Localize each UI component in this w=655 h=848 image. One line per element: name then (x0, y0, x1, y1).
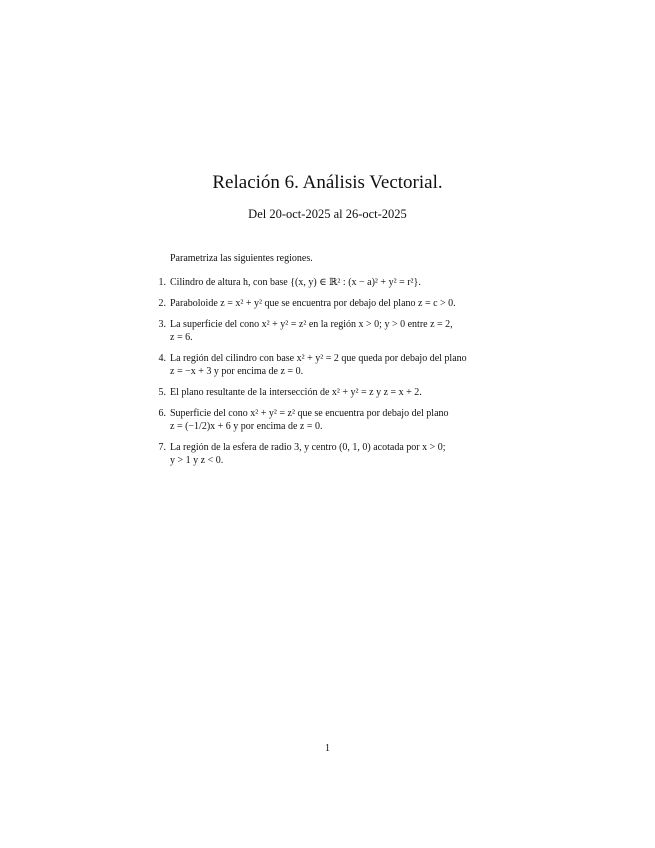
exercise-line: y > 1 y z < 0. (170, 455, 224, 466)
exercise-line: La superficie del cono x² + y² = z² en la región x > 0; y > 0 entre z = 2, (170, 319, 453, 330)
exercise-item (150, 297, 512, 310)
exercise-list (150, 276, 512, 475)
page-title: Relación 6. Análisis Vectorial. (212, 172, 443, 193)
exercise-item (150, 441, 512, 467)
exercise-line: z = 6. (170, 332, 193, 343)
exercise-number: 5. (158, 387, 166, 398)
exercise-number: 4. (158, 353, 166, 364)
exercise-number: 1. (158, 277, 166, 288)
exercise-item (150, 407, 512, 433)
intro-text: Parametriza las siguientes regiones. (170, 253, 313, 264)
exercise-number: 3. (158, 319, 166, 330)
exercise-line: Superficie del cono x² + y² = z² que se encuentra por debajo del plano (170, 408, 449, 419)
exercise-number: 6. (158, 408, 166, 419)
exercise-item (150, 352, 512, 378)
exercise-line: Paraboloide z = x² + y² que se encuentra por debajo del plano z = c > 0. (170, 298, 456, 309)
exercise-item (150, 386, 512, 399)
exercise-item (150, 276, 512, 289)
exercise-item (150, 318, 512, 344)
exercise-line: Cilindro de altura h, con base {(x, y) ∈ ℝ² : (x − a)² + y² = r²}. (170, 277, 421, 288)
exercise-number: 7. (158, 442, 166, 453)
exercise-line: z = −x + 3 y por encima de z = 0. (170, 366, 304, 377)
exercise-line: El plano resultante de la intersección de x² + y² = z y z = x + 2. (170, 387, 422, 398)
exercise-number: 2. (158, 298, 166, 309)
exercise-line: La región del cilindro con base x² + y² = 2 que queda por debajo del plano (170, 353, 467, 364)
exercise-line: z = (−1/2)x + 6 y por encima de z = 0. (170, 421, 323, 432)
page-subtitle: Del 20-oct-2025 al 26-oct-2025 (248, 207, 407, 221)
exercise-line: La región de la esfera de radio 3, y centro (0, 1, 0) acotada por x > 0; (170, 442, 446, 453)
page-number: 1 (325, 743, 330, 754)
